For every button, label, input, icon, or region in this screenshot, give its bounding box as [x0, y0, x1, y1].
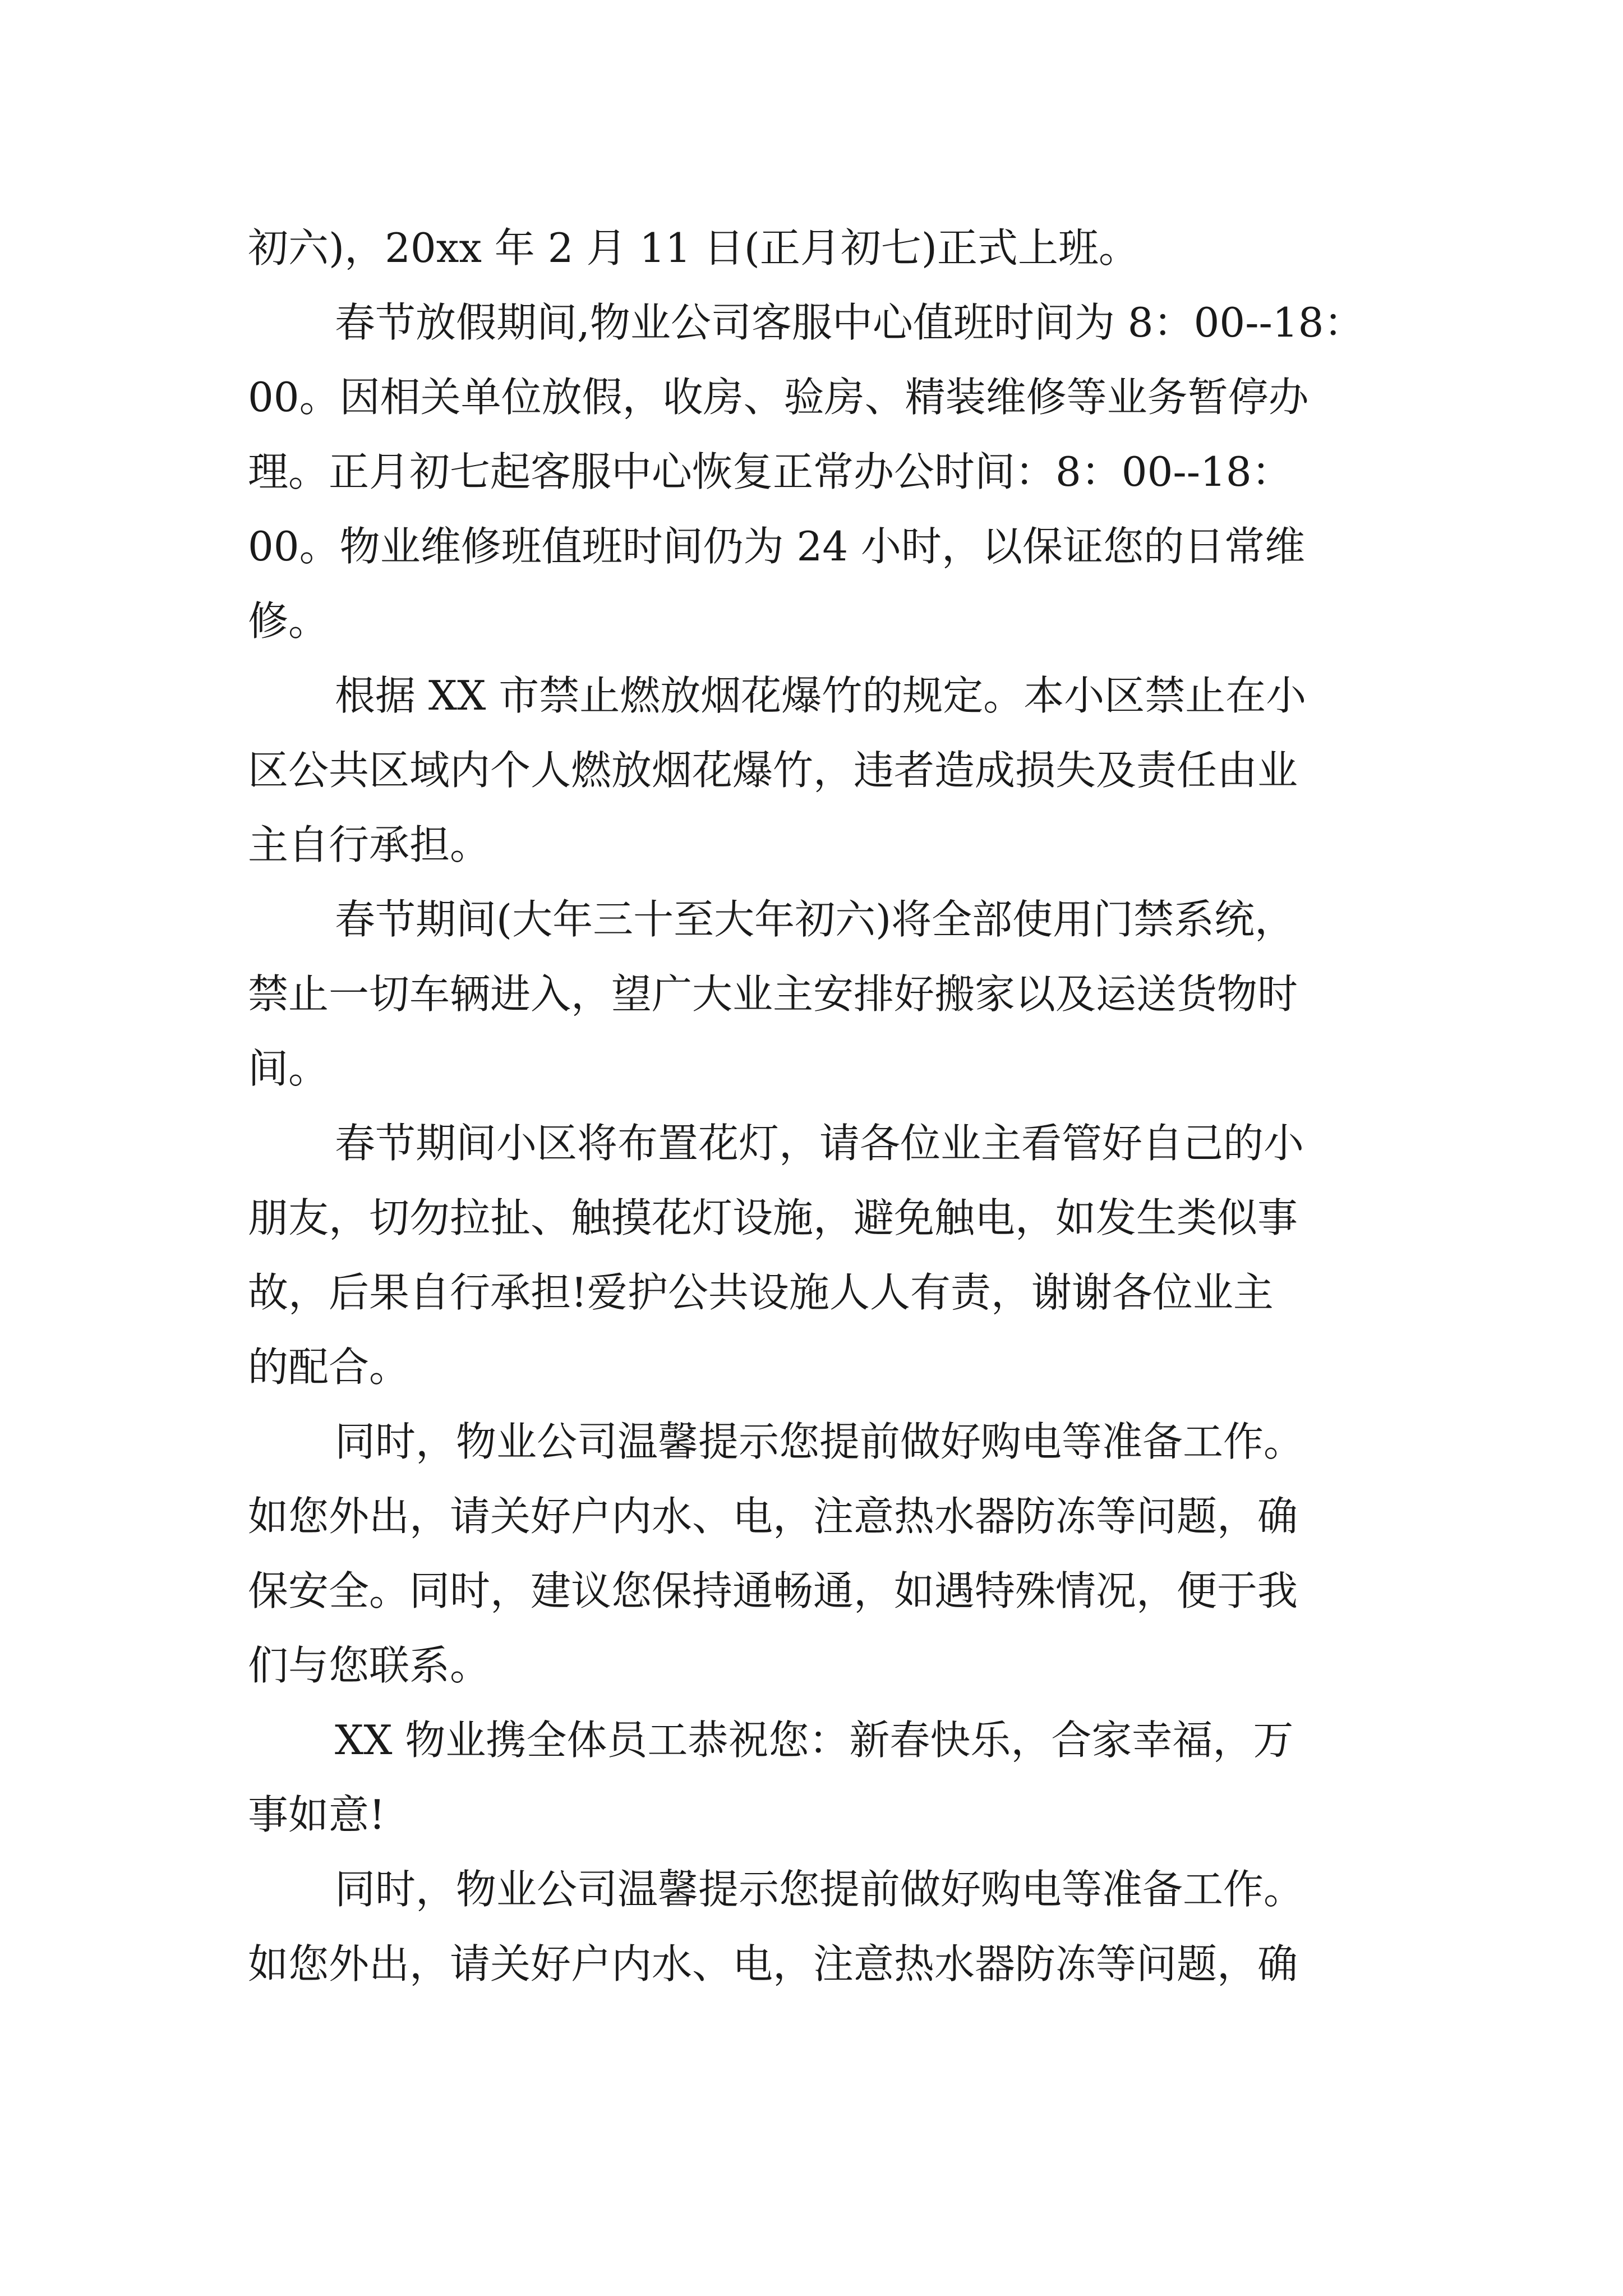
- text-line: 的配合。: [248, 1343, 410, 1391]
- text-line: 修。: [248, 597, 329, 645]
- text-line: 理。正月初七起客服中心恢复正常办公时间：8：00--18：: [248, 448, 1292, 495]
- text-line: 00。因相关单位放假，收房、验房、精装维修等业务暂停办: [248, 374, 1309, 421]
- text-line: 们与您联系。: [248, 1642, 491, 1689]
- text-line: 同时，物业公司温馨提示您提前做好购电等准备工作。: [335, 1866, 1304, 1913]
- text-line: 初六)，20xx 年 2 月 11 日(正月初七)正式上班。: [248, 224, 1139, 272]
- text-line: 如您外出，请关好户内水、电，注意热水器防冻等问题，确: [248, 1493, 1298, 1540]
- text-line: 同时，物业公司温馨提示您提前做好购电等准备工作。: [335, 1418, 1304, 1465]
- text-line: 主自行承担。: [248, 821, 491, 868]
- text-line: 禁止一切车辆进入，望广大业主安排好搬家以及运送货物时: [248, 970, 1298, 1018]
- text-line: 间。: [248, 1045, 329, 1092]
- text-line: 春节放假期间,物业公司客服中心值班时间为 8：00--18：: [335, 299, 1364, 346]
- text-line: 朋友，切勿拉扯、触摸花灯设施，避免触电，如发生类似事: [248, 1194, 1298, 1241]
- text-line: 根据 XX 市禁止燃放烟花爆竹的规定。本小区禁止在小: [335, 672, 1307, 719]
- text-line: 故，后果自行承担!爱护公共设施人人有责，谢谢各位业主: [248, 1269, 1274, 1316]
- text-line: 保安全。同时，建议您保持通畅通，如遇特殊情况，便于我: [248, 1567, 1298, 1614]
- text-line: 区公共区域内个人燃放烟花爆竹，违者造成损失及责任由业: [248, 747, 1298, 794]
- text-line: 事如意!: [248, 1791, 385, 1838]
- text-line: XX 物业携全体员工恭祝您：新春快乐，合家幸福，万: [335, 1717, 1294, 1764]
- text-line: 如您外出，请关好户内水、电，注意热水器防冻等问题，确: [248, 1940, 1298, 1987]
- text-line: 00。物业维修班值班时间仍为 24 小时，以保证您的日常维: [248, 523, 1306, 570]
- text-line: 春节期间(大年三十至大年初六)将全部使用门禁系统，: [335, 896, 1295, 943]
- text-line: 春节期间小区将布置花灯，请各位业主看管好自己的小: [335, 1120, 1304, 1167]
